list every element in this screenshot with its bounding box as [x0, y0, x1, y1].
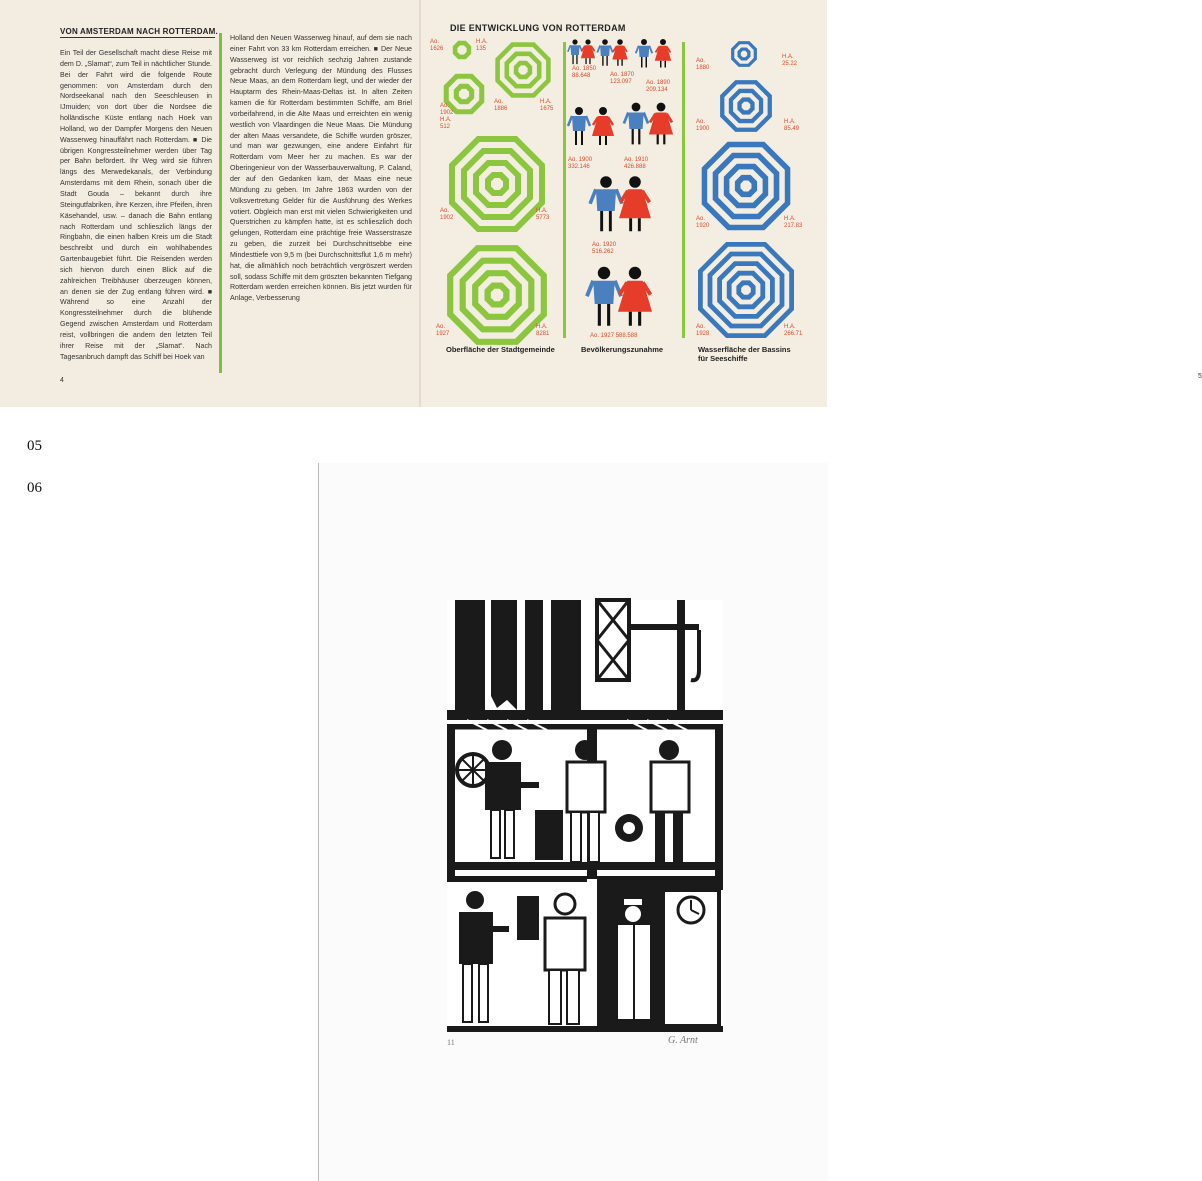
city-1902b-ring-7 [491, 178, 503, 190]
section-label-06: 06 [27, 480, 42, 496]
man-1927-head [598, 267, 610, 279]
woman-1920-head [629, 176, 641, 188]
man-1870-head [602, 39, 608, 45]
harbor-label-1900: Ao. 1900 [696, 119, 710, 132]
man-1890-head [641, 39, 647, 45]
man-1850-head [572, 39, 577, 44]
infographic-title: DIE ENTWICKLUNG VON ROTTERDAM [450, 23, 626, 33]
harbor-label-1880-ha: H.A. 25.22 [782, 54, 798, 67]
woman-1920-legs [631, 218, 640, 231]
man-1910-body [628, 113, 643, 130]
man-1927-body [593, 281, 615, 304]
green-rule [219, 33, 222, 373]
harbor-label-1928: Ao. 1928 [696, 324, 710, 337]
city-label-5-ha: H.A. 8281 [536, 324, 550, 337]
pop-label-1870: Ao. 1870 123.097 [610, 72, 635, 85]
city-label-1: Ao. 1626 [430, 39, 444, 52]
man-1850-body [570, 45, 579, 55]
pop-label-1850: Ao. 1850 88.648 [572, 66, 597, 79]
edition-number: 11 [447, 1038, 455, 1047]
woman-1870-head [617, 39, 623, 45]
pop-label-1927: Ao. 1927 588.588 [590, 333, 638, 339]
section-label-05: 05 [27, 438, 42, 454]
man-1920-body [596, 189, 616, 211]
man-1870-legs [603, 56, 607, 66]
separator-left [563, 42, 566, 338]
woman-1850-legs [586, 58, 590, 64]
woman-1927-head [629, 267, 641, 279]
man-1890-body [639, 46, 650, 57]
woodcut-print [447, 600, 723, 1032]
city-1927-ring-7 [491, 289, 503, 301]
woman-1870-legs [618, 60, 622, 66]
man-1900-legs [576, 131, 582, 145]
harbor-1880-ring-3 [741, 51, 747, 57]
city-label-3-ha: H.A. 1675 [540, 99, 554, 112]
man-1920-legs [602, 211, 611, 231]
page-number-right: 5 [1198, 373, 1202, 380]
woman-1890-legs [661, 61, 666, 68]
man-1927-legs [599, 304, 608, 326]
woman-1910-legs [658, 135, 665, 145]
harbor-label-1920: Ao. 1920 [696, 216, 710, 229]
infographic [428, 36, 820, 366]
woman-1900-head [599, 107, 607, 115]
city-1626-ring-1 [457, 45, 466, 54]
man-1900-body [572, 116, 586, 131]
book-spread [0, 0, 1202, 407]
city-label-5: Ao. 1927 [436, 324, 450, 337]
pop-label-1890: Ao. 1890 209.134 [646, 80, 671, 93]
harbor-area-caption: Wasserfläche der Bassins für Seeschiffe [698, 345, 791, 363]
harbor-1920-ring-7 [741, 181, 752, 192]
pop-label-1910: Ao. 1910 426.888 [624, 157, 649, 170]
page-number-left: 4 [60, 377, 64, 384]
harbor-label-1920-ha: H.A. 217.83 [784, 216, 803, 229]
artist-signature: G. Arnt [668, 1035, 698, 1046]
city-label-2: Ao. 1902 H.A. 512 [440, 103, 454, 130]
harbor-label-1900-ha: H.A. 85.49 [784, 119, 800, 132]
man-1870-body [600, 46, 610, 57]
harbor-label-1880: Ao. 1880 [696, 58, 710, 71]
left-page [0, 0, 420, 407]
text-column-2: Holland den Neuen Wasserweg hinauf, auf dem sie nach einer Fahrt von 33 km Rotterdam erreichen. ■ Der Neue Wasserweg ist vor reichlich sechzig Jahren zustande gebracht durch Verlegung der Mündung des Flusses Neue Maas, an dem Rotterdam liegt, und der wieder der Hauptarm des Rhein-Maas-Deltas ist. In alten Zeiten kamen die für Rotterdam bestimmten Schiffe, am Briel vorbeifahrend, in die Alte Maas und erreichten ein wenig westlich von Vlaardingen die Neue Maas. Die Mündung der alten Maas versandete, die Schiffe wurden gröszer, und man war gezwungen, eine andere Einfahrt für Rotterdam vom Meer her zu machen. Es war der Oberingenieur von der Wasserbauverwaltung, P. Caland, der auf den Gedanken kam, der Maas eine neue Mündung zu geben. Im Jahre 1863 wurden von der Volksvertretung Gelder für die Ausführung des Werkes votiert. Obgleich man erst mit vielen Schwierigkeiten und Querstrichen zu kämpfen hatte, ist es schlieszlich doch gelungen, Rotterdam eine prächtige freie Wasserstrasze zu geben, die zurzeit bei Durchschnittsebbe eine Mindesttiefe von 9,5 m (bei Durchschnittsflut 1,6 m mehr) hat, die allmählich noch beträchtlich vergröszert werden soll, sodass Schiffe mit dem gröszten bekannten Tiefgang Rotterdam werden erreichen können. Bis jetzt wurden für Anlage, Verbesserung [230, 34, 412, 303]
woman-1890-head [660, 39, 666, 45]
pop-label-1920: Ao. 1920 516.262 [592, 242, 617, 255]
text-column-1: Ein Teil der Gesellschaft macht diese Reise mit dem D. „Slamat“, zum Teil in nächtlicher Stunde. Bei der Fahrt wird die folgende Route genommen: von Amsterdam durch den Nordseekanal nach den Seeschleusen in IJmuiden; von dort über die Nordsee die holländische Küste entlang nach Hoek van Holland, wo der Dampfer Morgens den Neuen Wasserweg hinauffährt nach Rotterdam. ■ Die übrigen Kongressteilnehmer werden über Tag per Bahn befördert. Ihr Weg wird sie führen längs des Merwedekanals, der Verbindung Amsterdams mit dem Rhein, sonach über die Stadt Gouda – bekannt durch ihre Steingutfabriken, ihre Kerzen, ihre Pfeifen, ihren Käsehandel, usw. – danach die Bahn entlang nach Rotterdam und schlieszlich längs der Ringbahn, die einen halben Kreis um die Stadt beschreibt und durch ein wohlhabendes Gartenbaugebiet führt. Die Reisenden werden sich hiervon durch einen Blick auf die zahlreichen Treibhäuser überzeugen können, an denen sie der Zug entlang führen wird. ■ Während so eine Anzahl der Kongressteilnehmer durch die blühende Gegend zwischen Amsterdam und Rotterdam reist, vollbringen die andern den letzten Teil ihrer Reise mit der „Slamat“. Nach Tagesanbruch dampft das Schiff bei Hoek van [60, 49, 212, 361]
woman-1900-legs [600, 136, 606, 145]
city-label-4-ha: H.A. 5773 [536, 208, 550, 221]
woman-1927-legs [630, 312, 639, 326]
man-1890-legs [642, 57, 647, 68]
man-1850-legs [573, 55, 577, 64]
woman-1850-head [585, 39, 590, 44]
harbor-1900-ring-5 [742, 102, 751, 111]
city-label-3: Ao. 1886 [494, 99, 508, 112]
woman-1910-head [657, 103, 666, 112]
city-label-4: Ao. 1902 [440, 208, 454, 221]
harbor-label-1928-ha: H.A. 266.71 [784, 324, 803, 337]
man-1910-head [632, 103, 641, 112]
separator-right [682, 42, 685, 338]
man-1920-head [600, 176, 612, 188]
city-area-caption: Oberfläche der Stadtgemeinde [446, 345, 555, 354]
city-label-1-ha: H.A. 135 [476, 39, 488, 52]
harbor-1928-ring-9 [741, 285, 751, 295]
population-caption: Bevölkerungszunahme [581, 345, 664, 354]
pop-label-1900: Ao. 1900 332.146 [568, 157, 593, 170]
city-1886-ring-5 [518, 65, 527, 74]
city-1902a-ring-3 [459, 89, 469, 99]
article-heading: VON AMSTERDAM NACH ROTTERDAM. [60, 27, 218, 36]
man-1910-legs [633, 129, 640, 144]
man-1900-head [575, 107, 583, 115]
